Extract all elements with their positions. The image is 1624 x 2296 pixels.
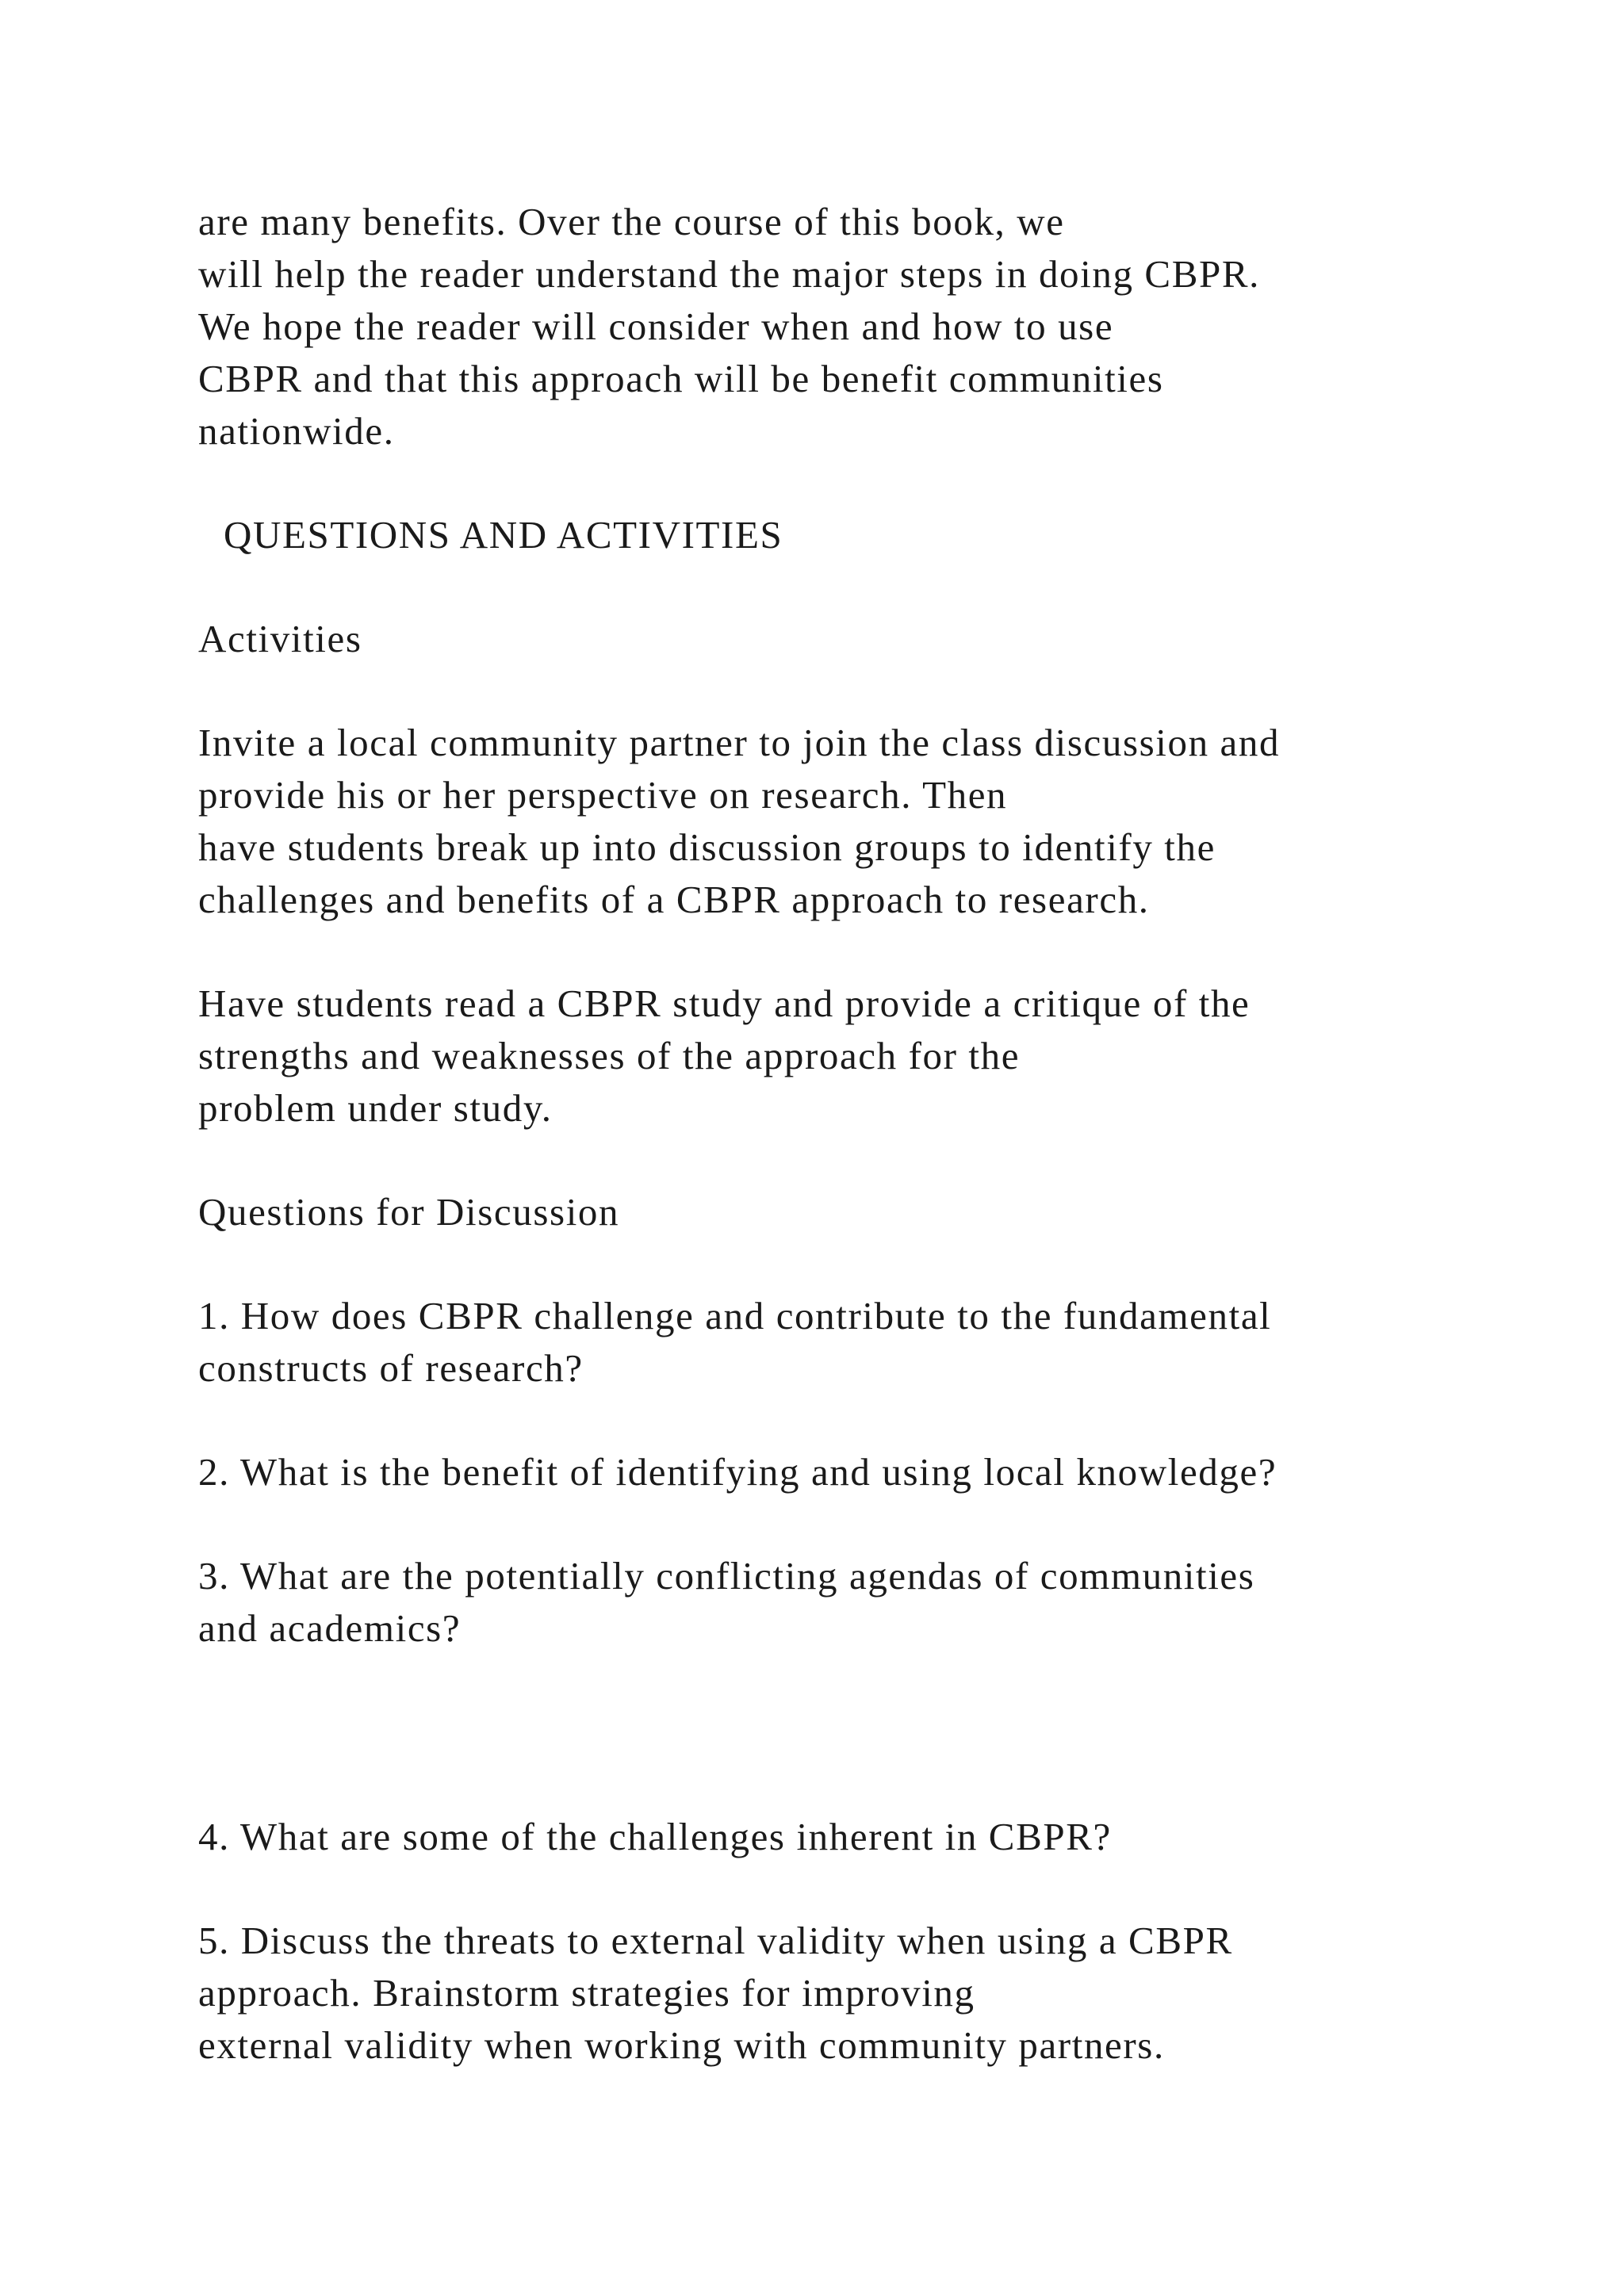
activities-heading: Activities <box>198 617 362 660</box>
activity-line: strengths and weaknesses of the approach for the <box>198 1034 1021 1077</box>
question-line: 5. Discuss the threats to external validity when using a CBPR <box>198 1919 1233 1962</box>
intro-line: We hope the reader will consider when and how to use <box>198 304 1114 348</box>
question-line: approach. Brainstorm strategies for improving <box>198 1971 975 2015</box>
activity-line: have students break up into discussion groups to identify the <box>198 825 1216 869</box>
question-line: constructs of research? <box>198 1346 584 1390</box>
activity-line: challenges and benefits of a CBPR approach to research. <box>198 878 1150 921</box>
question-line: 3. What are the potentially conflicting agendas of communities <box>198 1554 1255 1598</box>
activity-line: Invite a local community partner to join the class discussion and <box>198 721 1281 764</box>
activity-line: Have students read a CBPR study and provide a critique of the <box>198 982 1251 1025</box>
activity-line: problem under study. <box>198 1086 553 1130</box>
intro-line: nationwide. <box>198 409 395 453</box>
question-line: and academics? <box>198 1606 462 1650</box>
intro-line: will help the reader understand the major steps in doing CBPR. <box>198 252 1260 296</box>
question-line: 2. What is the benefit of identifying and using local knowledge? <box>198 1450 1277 1494</box>
question-line: 4. What are some of the challenges inherent in CBPR? <box>198 1815 1112 1858</box>
activity-line: provide his or her perspective on research. Then <box>198 773 1008 817</box>
question-line: external validity when working with community partners. <box>198 2023 1165 2067</box>
intro-line: CBPR and that this approach will be benefit communities <box>198 357 1164 400</box>
discussion-heading: Questions for Discussion <box>198 1190 620 1234</box>
question-line: 1. How does CBPR challenge and contribute to the fundamental <box>198 1294 1272 1337</box>
intro-line: are many benefits. Over the course of this book, we <box>198 200 1065 243</box>
section-heading: QUESTIONS AND ACTIVITIES <box>224 513 783 557</box>
